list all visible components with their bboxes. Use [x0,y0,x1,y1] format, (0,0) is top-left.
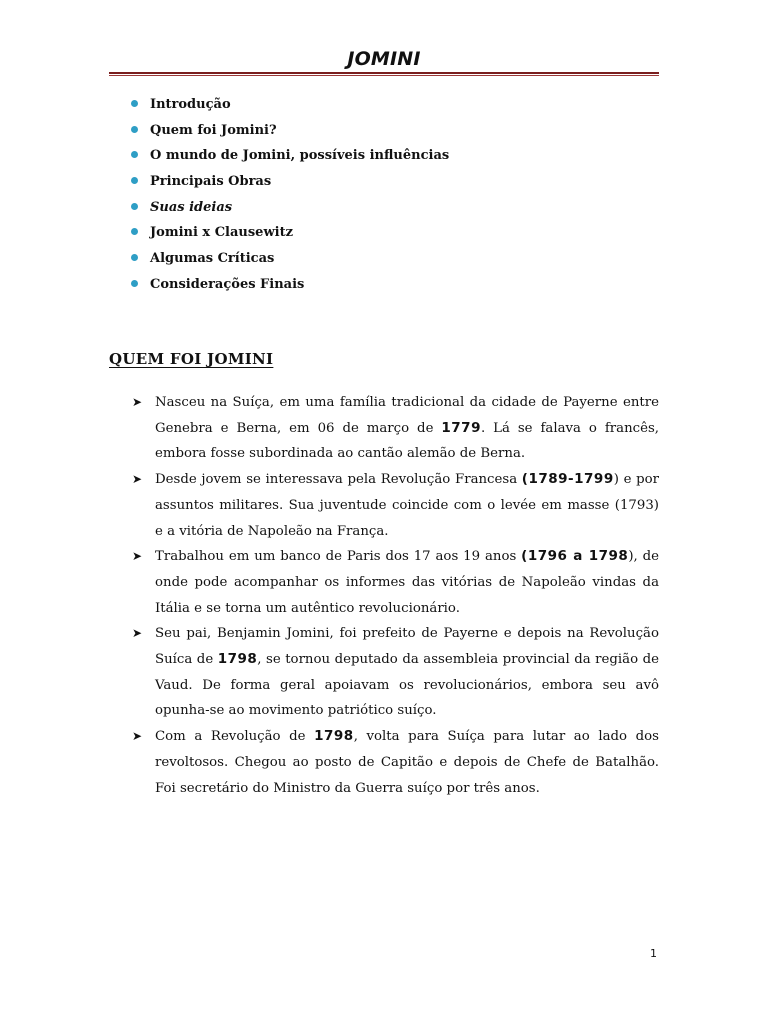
bullet-icon [131,228,138,235]
list-item [132,467,659,544]
toc-item-label: Principais Obras [150,174,272,190]
bullet-icon [131,151,138,158]
toc-item-label: O mundo de Jomini, possíveis influências [150,148,450,164]
year-highlight: 1798 [314,728,354,745]
bullet-icon [131,100,138,107]
year-highlight: 1798 [217,651,258,668]
paragraph-text: ), de onde pode acompanhar os informes das vitórias de Napoleão vindas da Itália e se torna um autêntico revolucionário. [155,549,659,616]
toc-item-label: Algumas Críticas [150,251,275,267]
paragraph-text: Nasceu na Suíça, em uma família tradicional da cidade de Payerne entre Genebra e Berna, em 06 de março de [155,395,659,436]
toc-item-label: Quem foi Jomini? [150,122,277,138]
paragraph-text: , se tornou deputado da assembleia provincial da região de Vaud. De forma geral apoiavam os revolucionários, embora seu avô opunha-se ao movimento patriótico suíço. [155,652,659,719]
document-title: JOMINI [347,48,421,70]
toc-item-label: Considerações Finais [150,276,305,292]
section-heading: QUEM FOI JOMINI [109,350,274,368]
title-divider-thick [109,72,659,74]
table-of-contents [131,92,449,298]
arrow-bullet-icon: ➤ [132,395,143,409]
year-highlight: 1779 [441,419,481,436]
arrow-bullet-icon: ➤ [132,472,143,487]
paragraph-text: Trabalhou em um banco de Paris dos 17 aos 19 anos [155,549,522,565]
toc-item [131,195,449,221]
page-number: 1 [650,947,657,960]
toc-item [131,272,449,298]
toc-item [131,246,449,272]
year-highlight: (1796 a 1798 [521,548,629,565]
title-divider-thin [109,75,659,76]
toc-item [131,169,449,195]
toc-item-label: Suas ideias [150,199,233,215]
biography-list [132,390,659,801]
arrow-bullet-icon: ➤ [132,549,143,564]
list-item [132,621,659,724]
paragraph-text: Desde jovem se interessava pela Revolução Francesa [155,472,522,488]
paragraph-text: Seu pai, Benjamin Jomini, foi prefeito de Payerne e depois na Revolução Suíca de [155,626,659,668]
bullet-icon [131,203,138,210]
bullet-icon [131,126,138,133]
paragraph-text: Com a Revolução de [155,729,315,745]
toc-item-label: Introdução [150,97,231,112]
bullet-icon [131,280,138,287]
list-item [132,724,659,801]
arrow-bullet-icon: ➤ [132,626,143,641]
paragraph-text: . Lá se falava o francês, embora fosse subordinada ao cantão alemão de Berna. [155,420,659,462]
paragraph-text: , volta para Suíça para lutar ao lado dos revoltosos. Chegou ao posto de Capitão e depois de Chefe de Batalhão. Foi secretário do Ministro da Guerra suíço por três anos. [155,729,659,796]
title-divider [109,72,659,77]
paragraph-text: ) e por assuntos militares. Sua juventude coincide com o levée em masse (1793) e a vitória de Napoleão na França. [155,472,659,539]
toc-item [131,220,449,246]
bullet-icon [131,177,138,184]
bullet-icon [131,254,138,261]
toc-item [131,118,449,144]
list-item [132,544,659,621]
list-item [132,390,659,467]
toc-item-label: Jomini x Clausewitz [150,225,293,241]
toc-item [131,143,449,169]
year-highlight: (1789-1799 [521,471,614,488]
arrow-bullet-icon: ➤ [132,729,143,744]
toc-item [131,92,449,118]
